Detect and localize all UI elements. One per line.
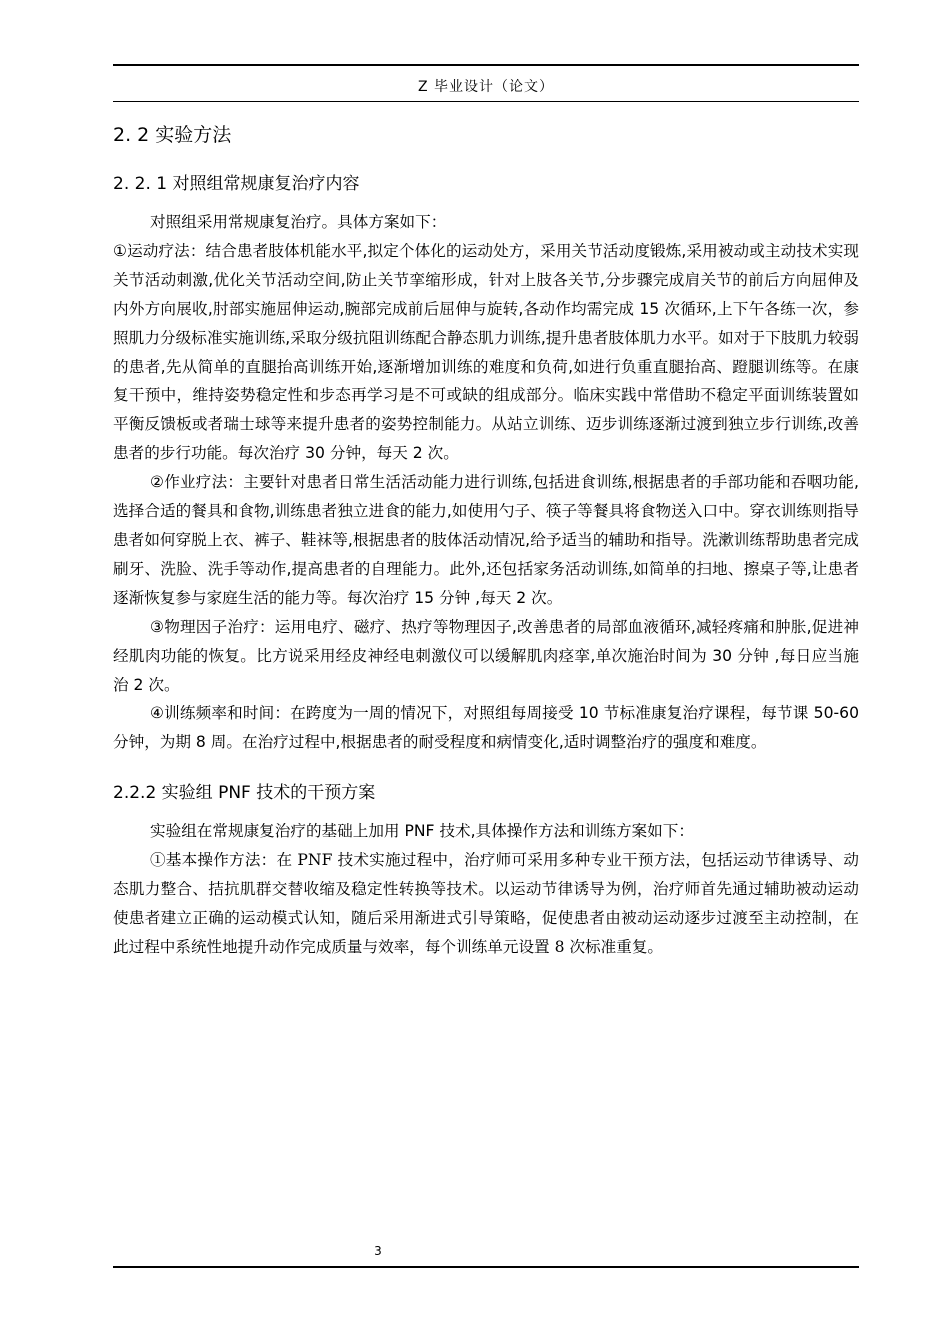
header-top-rule xyxy=(113,64,859,66)
page-body xyxy=(113,112,859,962)
section-heading: 2. 2 实验方法 xyxy=(113,124,232,146)
subsection-heading-control: 2. 2. 1 对照组常规康复治疗内容 xyxy=(113,174,360,194)
subsection-heading-experimental: 2.2.2 实验组 PNF 技术的干预方案 xyxy=(113,783,376,804)
page-header: Z 毕业设计（论文） xyxy=(417,79,555,95)
paragraph-exercise-therapy-a: ①运动疗法：结合患者肢体机能水平,拟定个体化的运动处方，采用关节活动度锻炼,采用被动或主动技术实现关节活动刺激,优化关节活动空间,防止关节挛缩形成，针对上肢各关节,分步骤完成肩关节的前后方向屈伸及内外方向展收,肘部实施屈伸运动,腕部完成前后屈伸与旋转,各动作均需完成 15 次循环,上下午各练一次，参照肌力分级标准实施训练,采取分级抗阻训练配合静态肌力训练,提升患者肢体肌力水平。如对于下肢肌力较弱的患者,先从简单的直腿抬高训练开始,逐渐增加训练的难度和负荷,如进行负重直腿抬高、蹬腿训练等。 xyxy=(113,241,859,376)
paragraph-exercise-therapy xyxy=(113,237,859,468)
paragraph-pnf-intro: 实验组在常规康复治疗的基础上加用 PNF 技术,具体操作方法和训练方案如下： xyxy=(150,822,694,841)
paragraph-occupational-therapy: ②作业疗法：主要针对患者日常生活活动能力进行训练,包括进食训练,根据患者的手部功能和吞咽功能,选择合适的餐具和食物,训练患者独立进食的能力,如使用勺子、筷子等餐具将食物送入口中。穿衣训练则指导患者如何穿脱上衣、裤子、鞋袜等,根据患者的肢体活动情况,给予适当的辅助和指导。洗漱训练帮助患者完成刷牙、洗脸、洗手等动作,提高患者的自理能力。此外,还包括家务活动训练,如简单的扫地、擦桌子等,让患者逐渐恢复参与家庭生活的能力等。每次治疗 15 分钟 ,每天 2 次。 xyxy=(113,473,859,607)
paragraph-intro: 对照组采用常规康复治疗。具体方案如下： xyxy=(150,213,447,231)
paragraph-physical-factor-therapy: ③物理因子治疗：运用电疗、磁疗、热疗等物理因子,改善患者的局部血液循环,减轻疼痛和肿胀,促进神经肌肉功能的恢复。比方说采用经皮神经电刺激仪可以缓解肌肉痉挛,单次施治时间为 30 分钟 ,每日应当施治 2 次。 xyxy=(113,617,859,694)
paragraph-training-frequency: ④训练频率和时间：在跨度为一周的情况下，对照组每周接受 10 节标准康复治疗课程，每节课 50-60 分钟，为期 8 周。在治疗过程中,根据患者的耐受程度和病情变化,适时调整治疗的强度和难度。 xyxy=(113,704,859,752)
paragraph-exercise-therapy-b: 在康复干预中，维持姿势稳定性和步态再学习是不可或缺的组成部分。临床实践中常借助不稳定平面训练装置如平衡反馈板或者瑞士球等来提升患者的姿势控制能力。 xyxy=(113,357,859,434)
paragraph-exercise-therapy-c: 从站立训练、迈步训练逐渐过渡到独立步行训练,改善患者的步行功能。每次治疗 30 分钟，每天 2 次。 xyxy=(113,415,859,463)
footer-rule xyxy=(113,1266,859,1268)
paragraph-pnf-basic-method: ①基本操作方法：在 PNF 技术实施过程中，治疗师可采用多种专业干预方法，包括运动节律诱导、动态肌力整合、拮抗肌群交替收缩及稳定性转换等技术。以运动节律诱导为例，治疗师首先通过辅助被动运动使患者建立正确的运动模式认知，随后采用渐进式引导策略，促使患者由被动运动逐步过渡至主动控制，在此过程中系统性地提升动作完成质量与效率，每个训练单元设置 8 次标准重复。 xyxy=(113,851,859,956)
header-bottom-rule xyxy=(113,101,859,102)
page-number: 3 xyxy=(374,1244,382,1258)
